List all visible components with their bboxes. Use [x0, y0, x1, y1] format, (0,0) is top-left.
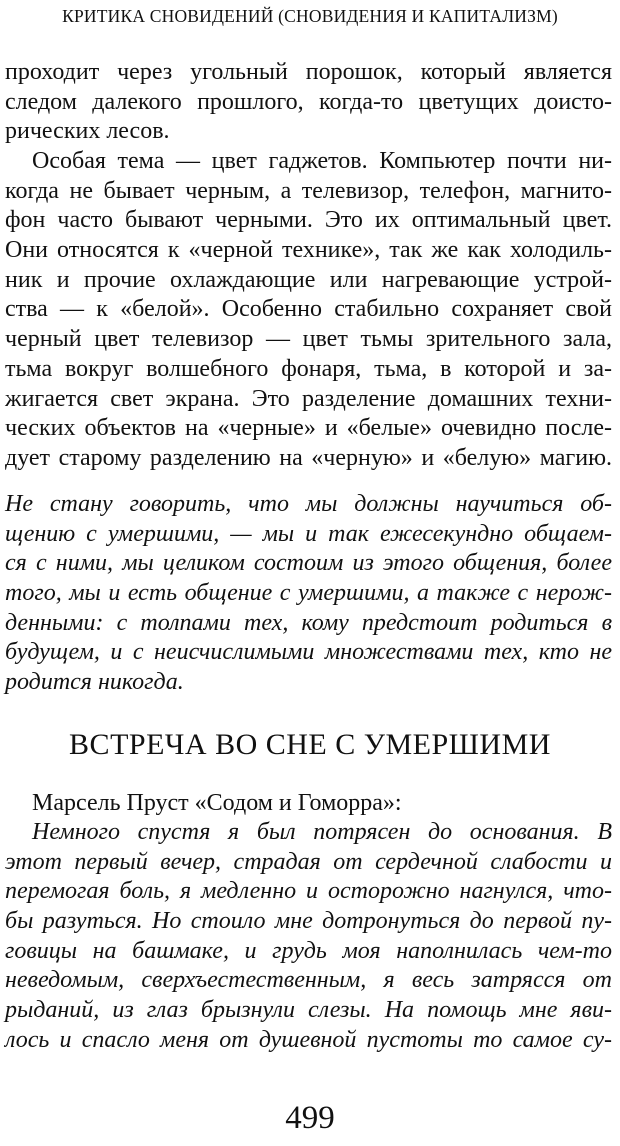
quote-intro — [5, 789, 612, 819]
text-line: ческих объектов на «черные» и «белые» очевидно после- — [5, 415, 612, 442]
text-line: бы разуться. Но стоило мне дотронуться до первой пу- — [5, 908, 612, 935]
text-line: ся с ними, мы целиком состоим из этого общения, более — [5, 550, 612, 577]
italic-paragraph — [5, 490, 612, 698]
text-line: Они относятся к «черной технике», так же как холодиль- — [5, 237, 612, 264]
paragraph-gadget-colors — [5, 147, 612, 474]
section-heading: ВСТРЕЧА ВО СНЕ С УМЕРШИМИ — [69, 728, 551, 761]
text-line: рических лесов. — [5, 118, 170, 145]
text-line: того, мы и есть общение с умершими, а также с нерож- — [5, 580, 612, 607]
running-head: КРИТИКА СНОВИДЕНИЙ (СНОВИДЕНИЯ И КАПИТАЛИЗМ) — [62, 6, 558, 26]
text-line: следом далекого прошлого, когда-то цветущих доисто- — [5, 88, 612, 115]
page-number: 499 — [285, 1100, 335, 1136]
text-line: Не стану говорить, что мы должны научиться об- — [5, 491, 612, 517]
text-line: Особая тема — цвет гаджетов. Компьютер почти ни- — [32, 148, 612, 174]
text-line: перемогая боль, я медленно и осторожно нагнулся, что- — [5, 878, 612, 905]
text-line: тьма вокруг волшебного фонаря, тьма, в которой и за- — [5, 355, 612, 382]
text-line: черный цвет телевизор — цвет тьмы зрительного зала, — [5, 326, 612, 353]
text-line: жигается свет экрана. Это разделение домашних техни- — [5, 385, 612, 412]
quote-paragraph — [5, 818, 612, 1056]
text-line: щению с умершими, — мы и так ежесекундно общаем- — [5, 520, 612, 547]
text-line: лось и спасло меня от душевной пустоты то самое су- — [5, 1026, 612, 1053]
text-line: будущем, и с неисчислимыми множествами тех, кто не — [5, 639, 612, 666]
text-line: ства — к «белой». Особенно стабильно сохраняет свой — [5, 296, 612, 323]
text-line: говицы на башмаке, и грудь моя наполнилась чем-то — [5, 937, 612, 964]
text-line: рыданий, из глаз брызнули слезы. На помощь мне яви- — [5, 997, 612, 1024]
text-line: Немного спустя я был потрясен до основания. В — [32, 819, 612, 845]
text-line: этот первый вечер, страдая от сердечной слабости и — [5, 848, 612, 875]
text-line: проходит через угольный порошок, который является — [5, 59, 612, 85]
text-line: денными: с толпами тех, кому предстоит родиться в — [5, 609, 612, 636]
text-line: фон часто бывают черными. Это их оптимальный цвет. — [5, 207, 612, 234]
text-line: неведомым, сверхъестественным, я весь затрясся от — [5, 967, 612, 994]
text-line: Марсель Пруст «Содом и Гоморра»: — [32, 790, 402, 816]
text-line: дует старому разделению на «черную» и «белую» магию. — [5, 444, 612, 471]
text-line: родится никогда. — [5, 669, 184, 696]
text-line: когда не бывает черным, а телевизор, телефон, магнито- — [5, 177, 612, 204]
paragraph-continuation — [5, 58, 612, 147]
text-line: ник и прочие охлаждающие или нагревающие устрой- — [5, 266, 612, 293]
